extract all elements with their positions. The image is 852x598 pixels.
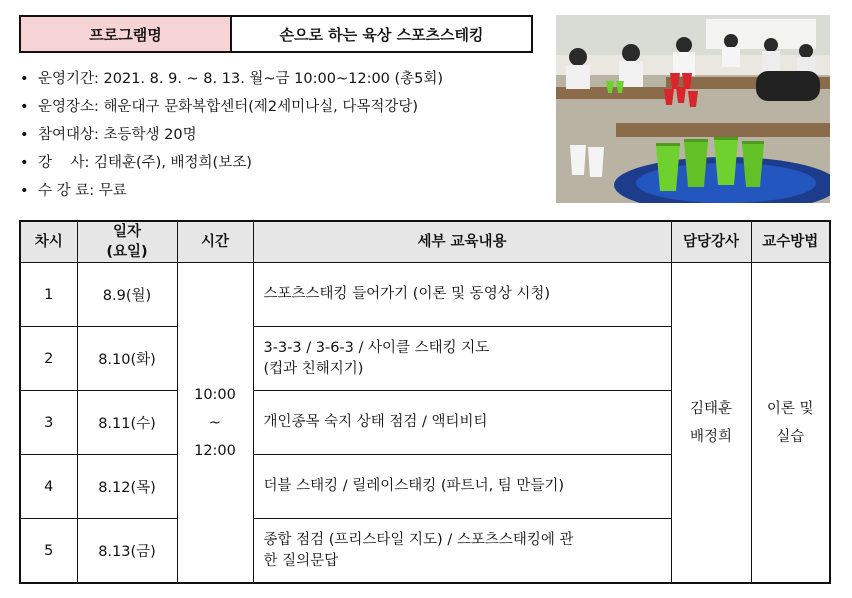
- session-cell: 3: [20, 391, 77, 455]
- header-session: 차시: [20, 221, 77, 263]
- info-place: [20, 94, 540, 122]
- schedule-table: [19, 220, 831, 584]
- date-cell: 8.13(금): [77, 519, 177, 584]
- table-header-row: [20, 221, 830, 263]
- instructor-cell: [671, 263, 751, 584]
- bullet: •: [20, 99, 29, 115]
- time-end: 12:00: [194, 442, 236, 459]
- bullet: •: [20, 71, 29, 87]
- program-name: 손으로 하는 육상 스포츠스테킹: [279, 25, 484, 44]
- method-cell: [751, 263, 830, 584]
- session-cell: 1: [20, 263, 77, 327]
- content-line1: 더블 스태킹 / 릴레이스태킹 (파트너, 팀 만들기): [263, 478, 565, 494]
- content-cell: [253, 455, 671, 519]
- content-cell: [253, 519, 671, 584]
- info-instructor: [20, 150, 540, 178]
- info-period: [20, 66, 540, 94]
- date-cell: 8.10(화): [77, 327, 177, 391]
- info-value: 김태훈(주), 배정희(보조): [93, 155, 252, 171]
- table-row: [20, 263, 830, 327]
- content-line1: 3-3-3 / 3-6-3 / 사이클 스태킹 지도: [263, 339, 490, 356]
- info-sep: :: [94, 127, 104, 143]
- bullet: •: [20, 183, 29, 199]
- program-label: 프로그램명: [21, 17, 232, 51]
- info-value: 해운대구 문화복합센터(제2세미나실, 다목적강당): [103, 99, 419, 115]
- header-date-line2: (요일): [106, 244, 148, 260]
- header-content: 세부 교육내용: [253, 221, 671, 263]
- content-line2: 한 질의문답: [263, 552, 339, 569]
- content-cell: [253, 391, 671, 455]
- instructor-line1: 김태훈: [689, 400, 733, 417]
- date-cell: 8.12(목): [77, 455, 177, 519]
- info-sep: :: [94, 99, 104, 115]
- info-key: 운영장소: [38, 99, 95, 115]
- program-info-list: [20, 66, 540, 206]
- time-cell: [177, 263, 253, 584]
- header-method: 교수방법: [751, 221, 830, 263]
- content-line1: 종합 점검 (프리스타일 지도) / 스포츠스태킹에 관: [263, 531, 574, 548]
- info-key: 참여대상: [38, 127, 95, 143]
- bullet: •: [20, 155, 29, 171]
- info-key: 강 사: [38, 155, 85, 171]
- time-start: 10:00: [194, 386, 236, 403]
- content-line1: 스포츠스태킹 들어가기 (이론 및 동영상 시청): [263, 286, 550, 302]
- content-line2: (컵과 친해지기): [263, 360, 364, 377]
- info-key: 운영기간: [38, 71, 95, 87]
- date-cell: 8.11(수): [77, 391, 177, 455]
- content-line1: 개인종목 숙지 상태 점검 / 액티비티: [263, 414, 488, 430]
- time-tilde: ~: [208, 414, 222, 431]
- header-time: 시간: [177, 221, 253, 263]
- content-cell: [253, 327, 671, 391]
- bullet: •: [20, 127, 29, 143]
- program-title-box: [19, 15, 533, 53]
- info-key: 수 강 료: [38, 183, 90, 199]
- classroom-photo-illustration: [556, 15, 830, 203]
- session-cell: 2: [20, 327, 77, 391]
- info-target: [20, 122, 540, 150]
- classroom-photo: [556, 15, 830, 203]
- info-sep: :: [94, 71, 104, 87]
- info-value: 무료: [98, 183, 127, 199]
- info-value: 초등학생 20명: [103, 127, 197, 143]
- instructor-line2: 배정희: [689, 428, 733, 445]
- method-line1: 이론 및: [766, 400, 814, 417]
- info-sep: :: [89, 183, 99, 199]
- session-cell: 4: [20, 455, 77, 519]
- header-date: [77, 221, 177, 263]
- info-sep: :: [84, 155, 94, 171]
- info-value: 2021. 8. 9. ~ 8. 13. 월~금 10:00~12:00 (총5회): [103, 71, 444, 87]
- header-instructor: 담당강사: [671, 221, 751, 263]
- header-date-line1: 일자: [112, 224, 141, 240]
- info-fee: [20, 178, 540, 206]
- session-cell: 5: [20, 519, 77, 584]
- date-cell: 8.9(월): [77, 263, 177, 327]
- content-cell: [253, 263, 671, 327]
- method-line2: 실습: [776, 428, 805, 445]
